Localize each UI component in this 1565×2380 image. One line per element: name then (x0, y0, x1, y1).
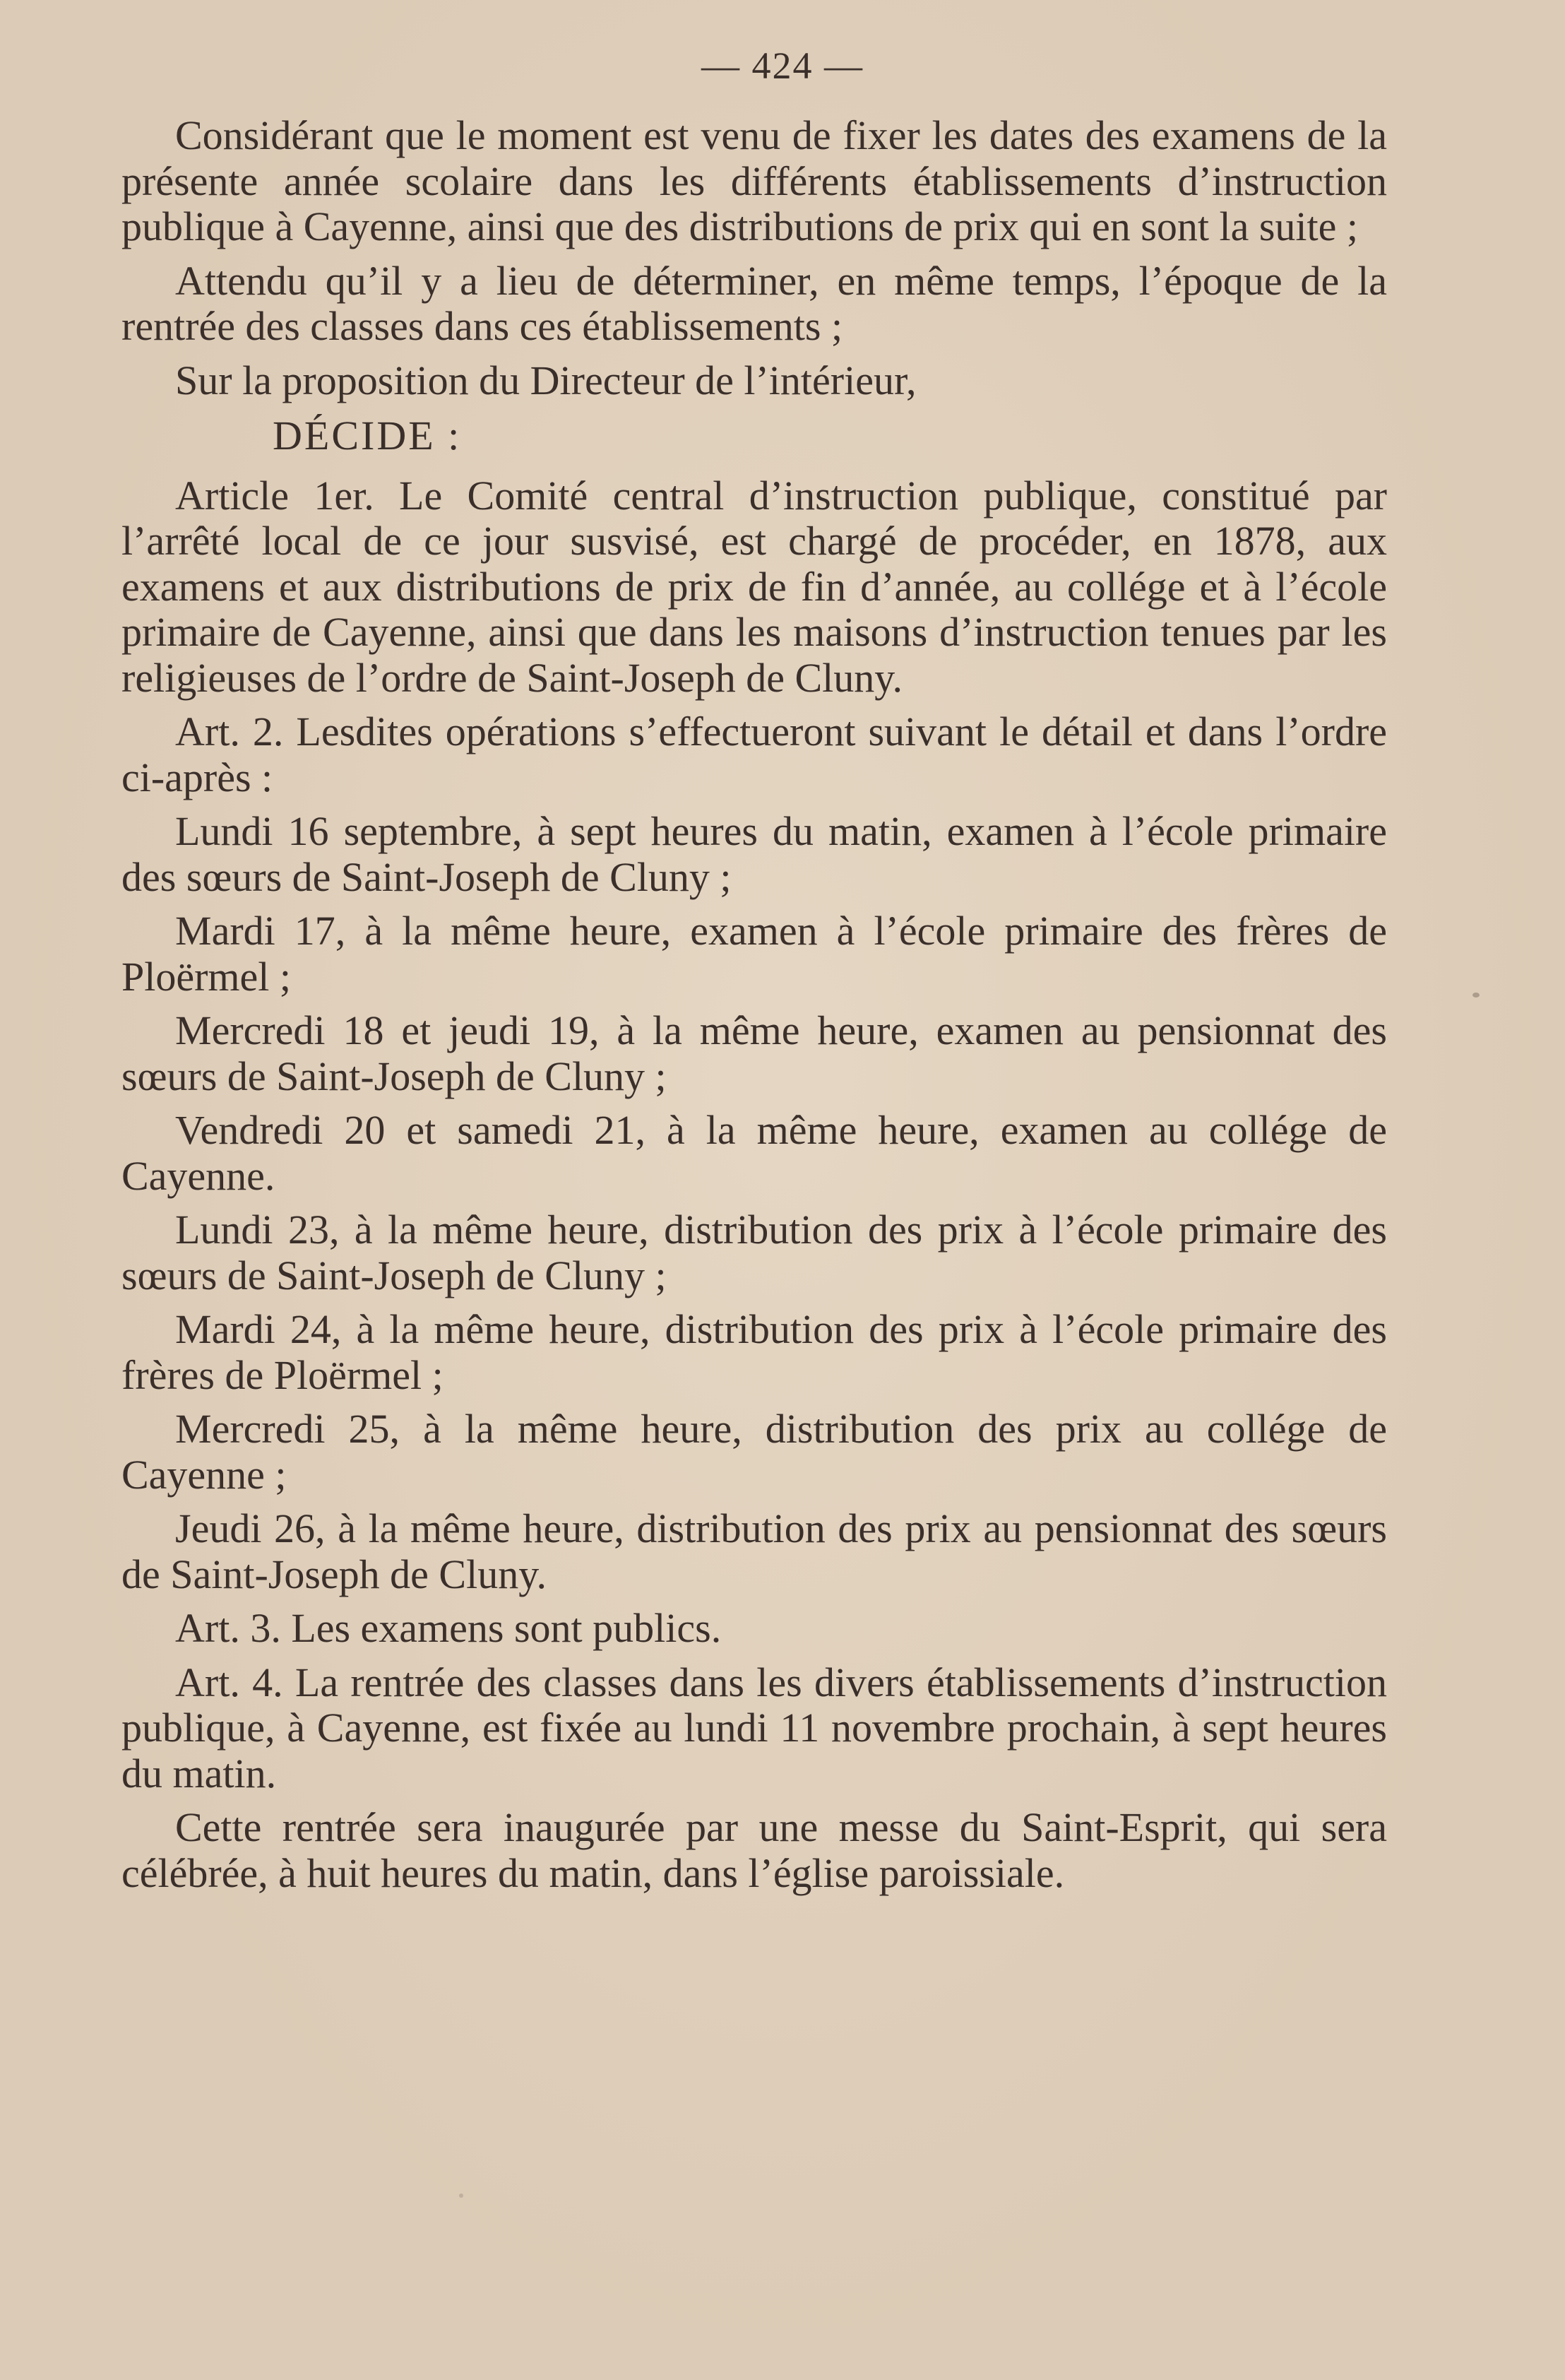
paper-speck (459, 2193, 463, 2198)
article-1: Article 1er. Le Comité central d’instruction publique, constitué par l’arrêté local de ce jour susvisé, est chargé de procéder, en 1878, aux examens et aux distributions de prix de fin d’année, au collége et à l’école primaire de Cayenne, ainsi que dans les maisons d’instruction tenues par les religieuses de l’ordre de Saint-Joseph de Cluny. (121, 472, 1387, 701)
article-3: Art. 3. Les examens sont publics. (175, 1605, 722, 1651)
article-2: Art. 2. Lesdites opérations s’effectueront suivant le détail et dans l’ordre ci-après : (121, 709, 1387, 800)
schedule-item-mercredi-18: Mercredi 18 et jeudi 19, à la même heure, examen au pensionnat des sœurs de Saint-Joseph de Cluny ; (121, 1007, 1387, 1099)
paper-speck (1472, 993, 1480, 997)
paragraph-rentree-messe: Cette rentrée sera inaugurée par une messe du Saint-Esprit, qui sera célébrée, à huit heures du matin, dans l’église paroissiale. (121, 1804, 1387, 1896)
schedule-item-lundi-23: Lundi 23, à la même heure, distribution des prix à l’école primaire des sœurs de Saint-Joseph de Cluny ; (121, 1207, 1387, 1298)
decide-heading: DÉCIDE : (273, 413, 462, 458)
body-text (121, 113, 1387, 1905)
schedule-item-jeudi-26: Jeudi 26, à la même heure, distribution des prix au pensionnat des sœurs de Saint-Joseph de Cluny. (121, 1505, 1387, 1597)
paragraph-attendu: Attendu qu’il y a lieu de déterminer, en même temps, l’époque de la rentrée des classes dans ces établissements ; (121, 257, 1387, 349)
schedule-item-lundi-16: Lundi 16 septembre, à sept heures du matin, examen à l’école primaire des sœurs de Saint-Joseph de Cluny ; (121, 808, 1387, 900)
schedule-item-mardi-17: Mardi 17, à la même heure, examen à l’école primaire des frères de Ploërmel ; (121, 908, 1387, 1000)
article-4: Art. 4. La rentrée des classes dans les divers établissements d’instruction publique, à Cayenne, est fixée au lundi 11 novembre prochain, à sept heures du matin. (121, 1659, 1387, 1796)
schedule-item-mardi-24: Mardi 24, à la même heure, distribution des prix à l’école primaire des frères de Ploërmel ; (121, 1306, 1387, 1398)
page-number: — 424 — (701, 45, 864, 87)
paragraph-considerant: Considérant que le moment est venu de fixer les dates des examens de la présente année scolaire dans les différents établissements d’instruction publique à Cayenne, ainsi que des distributions de prix qui en sont la suite ; (121, 112, 1387, 249)
schedule-item-mercredi-25: Mercredi 25, à la même heure, distribution des prix au collége de Cayenne ; (121, 1406, 1387, 1498)
schedule-item-vendredi-20: Vendredi 20 et samedi 21, à la même heure, examen au collége de Cayenne. (121, 1107, 1387, 1199)
paragraph-proposition: Sur la proposition du Directeur de l’intérieur, (175, 357, 917, 403)
